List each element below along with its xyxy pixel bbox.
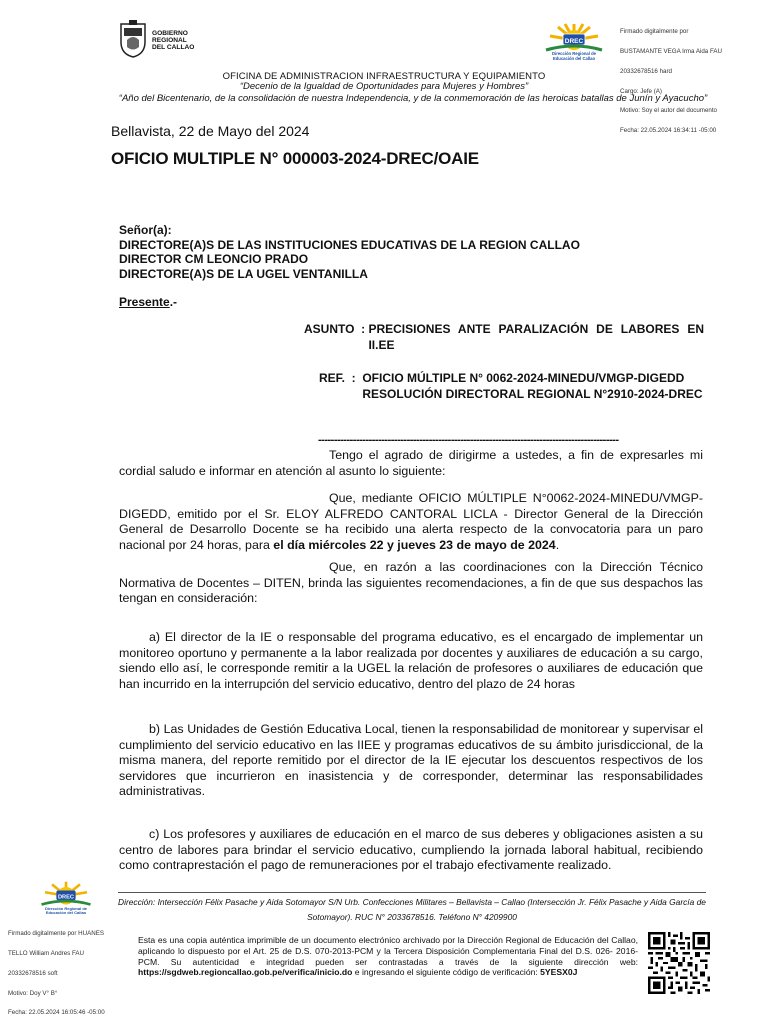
asunto-text: PRECISIONES ANTE PARALIZACIÓN DE LABORES EN II.EE xyxy=(368,322,704,352)
paragraph-text: Que, en razón a las coordinaciones con la Dirección Técnico Normativa de Docentes – DITEN, brinda las siguientes recomendaciones, a fin de que sus despachos las tengan en consideración: xyxy=(119,560,703,606)
paragraph-mediante xyxy=(119,491,703,553)
paragraph-text: c) Los profesores y auxiliares de educación en el marco de sus deberes y obligaciones asisten a su centro de labores para brindar el servicio educativo, cumpliendo la jornada laboral habitual, recibiendo como contraprestación el pago de remuneraciones por el trabajo efectivamente realizado. xyxy=(119,827,703,873)
oficio-number: OFICIO MULTIPLE N° 000003-2024-DREC/OAIE xyxy=(111,149,479,168)
verification-url[interactable]: https://sgdweb.regioncallao.gob.pe/verifica/inicio.do xyxy=(138,967,353,978)
signature-line: 20332678516 hard xyxy=(620,67,672,75)
drec-logo xyxy=(544,22,604,62)
logo-text-line2: REGIONAL xyxy=(152,37,187,45)
drec-caption-line2: Educación del Callao xyxy=(552,55,596,61)
separator-line: ----------------------------------------------------------------------------------------------- xyxy=(318,434,619,446)
drec-logo-footer xyxy=(38,880,98,916)
signature-line: Firmado digitalmente por HUANES xyxy=(8,930,104,938)
signature-line: Fecha: 22.05.2024 16:05:46 -05:00 xyxy=(8,1009,105,1017)
logo-text-line1: GOBIERNO xyxy=(152,30,188,37)
verification-notice xyxy=(138,935,638,978)
recipients-block xyxy=(119,223,580,281)
ref-block xyxy=(319,371,704,402)
ref-label: REF. : xyxy=(319,371,363,385)
asunto-block xyxy=(304,322,704,353)
logo-text-line3: DEL CALLAO xyxy=(152,44,195,52)
recipient-line: DIRECTORE(A)S DE LAS INSTITUCIONES EDUCATIVAS DE LA REGION CALLAO xyxy=(119,237,580,252)
signature-line: Cargo: Jefe (A) xyxy=(620,87,662,95)
recommendation-a xyxy=(119,630,703,692)
document-date: Bellavista, 22 de Mayo del 2024 xyxy=(111,123,310,139)
signature-line: Motivo: Soy el autor del documento xyxy=(620,107,717,115)
paragraph-coordinaciones xyxy=(119,560,703,607)
drec-caption-line1: Dirección Regional de xyxy=(44,906,87,911)
verification-code: 5YESX0J xyxy=(540,967,578,978)
recommendation-b xyxy=(119,722,703,800)
salutation: Señor(a): xyxy=(119,223,172,237)
signature-line: BUSTAMANTE VEGA Irma Aida FAU xyxy=(620,47,723,55)
drec-badge-text: DREC xyxy=(564,38,584,45)
signature-line: 20332678516 soft xyxy=(8,969,58,977)
paragraph-bold-dates: el día miércoles 22 y jueves 23 de mayo de 2024 xyxy=(273,537,556,552)
callao-shield-icon xyxy=(118,20,148,58)
signature-line: Motivo: Doy V° B° xyxy=(8,989,58,997)
drec-caption-line2: Educación del Callao xyxy=(45,910,87,916)
recipient-line: DIRECTORE(A)S DE LA UGEL VENTANILLA xyxy=(119,266,368,281)
ref-item: RESOLUCIÓN DIRECTORAL REGIONAL N°2910-2024-DREC xyxy=(362,386,703,401)
paragraph-end: . xyxy=(555,537,560,552)
presente-suffix: .- xyxy=(169,295,178,309)
drec-sun-icon xyxy=(544,22,604,54)
gobierno-regional-logo xyxy=(118,20,198,60)
anio-motto: “Año del Bicentenario, de la consolidación de nuestra Independencia, y de la conmemoración de las heroicas batallas de Junín y Ayacucho” xyxy=(118,93,708,104)
signature-line: Fecha: 22.05.2024 16:34:11 -05:00 xyxy=(620,127,717,135)
presente-word: Presente xyxy=(119,295,170,309)
ref-item: OFICIO MÚLTIPLE N° 0062-2024-MINEDU/VMGP-DIGEDD xyxy=(362,371,685,385)
digital-signature-stamp-bottom xyxy=(8,918,105,1024)
recommendation-c xyxy=(119,827,703,874)
paragraph-text: Que, mediante OFICIO MÚLTIPLE N°0062-2024-MINEDU/VMGP-DIGEDD, emitido por el Sr. ELOY ALFREDO CANTORAL LICLA - Director General de la Dirección General de Desarrollo Docente se ha recibido una alerta respecto de la convocatoria para un paro nacional por 24 horas, para xyxy=(119,491,703,552)
asunto-label: ASUNTO : xyxy=(304,322,369,336)
notice-text: e ingresando el siguiente código de verificación: xyxy=(352,967,541,978)
drec-sun-icon xyxy=(38,880,94,908)
footer-divider xyxy=(118,892,706,893)
qr-code-icon xyxy=(648,932,710,994)
drec-badge-text: DREC xyxy=(57,894,75,901)
footer-address: Dirección: Intersección Félix Pasache y Aida Sotomayor S/N Urb. Confecciones Militares – Bellavista – Callao (Intersección Jr. Félix Pasache y Aida García de Sotomayor). RUC N° 2033678516. Teléfono N° 4209900 xyxy=(118,897,706,922)
notice-text: Esta es una copia auténtica imprimible de un documento electrónico archivado por la Dirección Regional de Educación del Callao, aplicando lo dispuesto por el Art. 25 de D.S. 070-2013-PCM y la Tercera Disposición Complementaria Final del D.S. 026- 2016-PCM. Su autenticidad e integridad pueden ser contrastadas a través de la siguiente dirección web: xyxy=(138,935,638,967)
paragraph-intro xyxy=(119,448,703,479)
signature-line: Firmado digitalmente por xyxy=(620,28,689,36)
drec-caption-line1: Dirección Regional de xyxy=(552,51,596,56)
signature-line: TELLO William Andres FAU xyxy=(8,949,84,957)
office-name: OFICINA DE ADMINISTRACION INFRAESTRUCTURA Y EQUIPAMIENTO xyxy=(222,71,546,82)
presente xyxy=(119,295,177,310)
decenio-motto: “Decenio de la Igualdad de Oportunidades para Mujeres y Hombres” xyxy=(239,81,529,92)
paragraph-text: a) El director de la IE o responsable del programa educativo, es el encargado de implementar un monitoreo oportuno y permanente a la labor realizada por docentes y auxiliares de educación a su cargo, siendo ello así, le corresponde remitir a la UGEL la relación de profesores o auxiliares de educación que han incurrido en la interrupción del servicio educativo, dentro del plazo de 24 horas xyxy=(119,630,703,691)
paragraph-text: Tengo el agrado de dirigirme a ustedes, a fin de expresarles mi cordial saludo e informar en atención al asunto lo siguiente: xyxy=(119,448,703,478)
paragraph-text: b) Las Unidades de Gestión Educativa Local, tienen la responsabilidad de monitorear y supervisar el cumplimiento del servicio educativo en las IIEE y programas educativos de su ámbito jurisdiccional, de la misma manera, del reporte remitido por el director de la IE ejecutar los descuentos respectivos de los servidores que incurrieron en inasistencia y de corresponder, determinar las responsabilidades administrativas. xyxy=(119,722,703,799)
recipient-line: DIRECTOR CM LEONCIO PRADO xyxy=(119,252,309,266)
